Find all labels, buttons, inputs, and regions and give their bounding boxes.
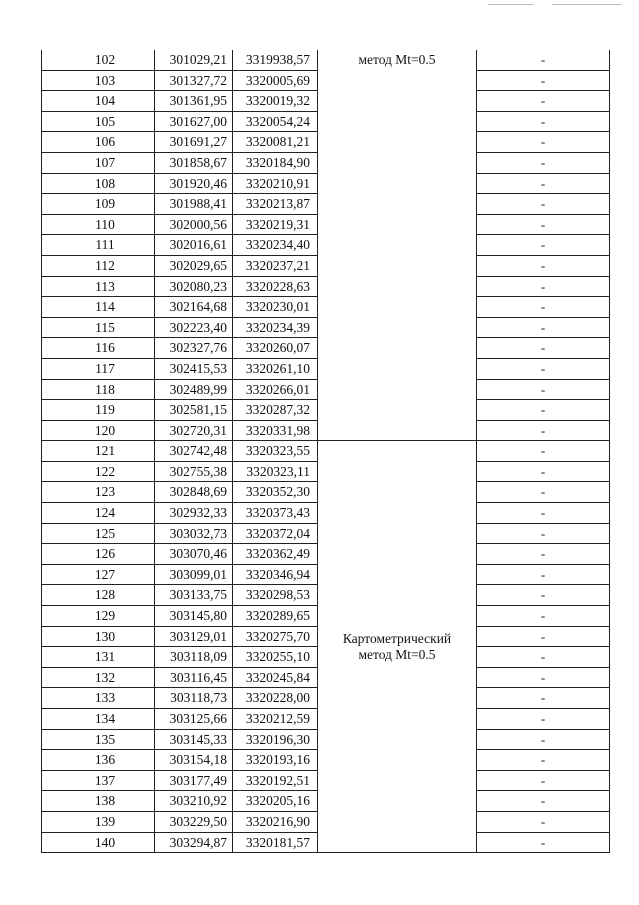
x-coordinate-cell: 303177,49 <box>155 770 233 791</box>
y-coordinate-cell: 3320373,43 <box>233 503 318 524</box>
point-number-cell: 119 <box>42 400 155 421</box>
x-coordinate-cell: 302489,99 <box>155 379 233 400</box>
point-number-cell: 116 <box>42 338 155 359</box>
method-cell <box>318 441 477 853</box>
y-coordinate-cell: 3320266,01 <box>233 379 318 400</box>
y-coordinate-cell: 3320352,30 <box>233 482 318 503</box>
note-cell: - <box>477 173 610 194</box>
point-number-cell: 131 <box>42 647 155 668</box>
method-text: метод Mt=0.5 <box>358 52 436 67</box>
scan-artifact-line <box>488 4 534 5</box>
note-cell: - <box>477 832 610 853</box>
y-coordinate-cell: 3320184,90 <box>233 152 318 173</box>
table-row <box>42 50 610 70</box>
note-cell: - <box>477 688 610 709</box>
note-cell: - <box>477 791 610 812</box>
note-cell: - <box>477 400 610 421</box>
note-cell: - <box>477 152 610 173</box>
y-coordinate-cell: 3320260,07 <box>233 338 318 359</box>
note-cell: - <box>477 91 610 112</box>
x-coordinate-cell: 302742,48 <box>155 441 233 462</box>
note-cell: - <box>477 585 610 606</box>
point-number-cell: 137 <box>42 770 155 791</box>
point-number-cell: 106 <box>42 132 155 153</box>
y-coordinate-cell: 3320019,32 <box>233 91 318 112</box>
note-cell: - <box>477 482 610 503</box>
y-coordinate-cell: 3320255,10 <box>233 647 318 668</box>
y-coordinate-cell: 3320213,87 <box>233 194 318 215</box>
coordinates-table <box>41 50 610 853</box>
point-number-cell: 120 <box>42 420 155 441</box>
note-cell: - <box>477 709 610 730</box>
y-coordinate-cell: 3320289,65 <box>233 606 318 627</box>
note-cell: - <box>477 111 610 132</box>
x-coordinate-cell: 303133,75 <box>155 585 233 606</box>
x-coordinate-cell: 301327,72 <box>155 70 233 91</box>
x-coordinate-cell: 303125,66 <box>155 709 233 730</box>
x-coordinate-cell: 302720,31 <box>155 420 233 441</box>
y-coordinate-cell: 3320193,16 <box>233 750 318 771</box>
table-row <box>42 441 610 462</box>
x-coordinate-cell: 303294,87 <box>155 832 233 853</box>
point-number-cell: 111 <box>42 235 155 256</box>
x-coordinate-cell: 301691,27 <box>155 132 233 153</box>
note-cell: - <box>477 194 610 215</box>
note-cell: - <box>477 214 610 235</box>
note-cell: - <box>477 235 610 256</box>
note-cell: - <box>477 317 610 338</box>
y-coordinate-cell: 3320054,24 <box>233 111 318 132</box>
note-cell: - <box>477 503 610 524</box>
y-coordinate-cell: 3320181,57 <box>233 832 318 853</box>
y-coordinate-cell: 3320331,98 <box>233 420 318 441</box>
x-coordinate-cell: 303210,92 <box>155 791 233 812</box>
point-number-cell: 117 <box>42 358 155 379</box>
y-coordinate-cell: 3320196,30 <box>233 729 318 750</box>
x-coordinate-cell: 302164,68 <box>155 297 233 318</box>
scan-artifact-line <box>552 4 622 5</box>
note-cell: - <box>477 729 610 750</box>
note-cell: - <box>477 50 610 70</box>
y-coordinate-cell: 3320212,59 <box>233 709 318 730</box>
y-coordinate-cell: 3320234,39 <box>233 317 318 338</box>
coordinates-table-body <box>42 50 610 853</box>
x-coordinate-cell: 302223,40 <box>155 317 233 338</box>
y-coordinate-cell: 3320323,11 <box>233 461 318 482</box>
point-number-cell: 140 <box>42 832 155 853</box>
y-coordinate-cell: 3319938,57 <box>233 50 318 70</box>
note-cell: - <box>477 338 610 359</box>
point-number-cell: 105 <box>42 111 155 132</box>
x-coordinate-cell: 302016,61 <box>155 235 233 256</box>
x-coordinate-cell: 302000,56 <box>155 214 233 235</box>
y-coordinate-cell: 3320216,90 <box>233 811 318 832</box>
x-coordinate-cell: 303070,46 <box>155 544 233 565</box>
note-cell: - <box>477 132 610 153</box>
point-number-cell: 138 <box>42 791 155 812</box>
x-coordinate-cell: 302327,76 <box>155 338 233 359</box>
x-coordinate-cell: 301920,46 <box>155 173 233 194</box>
x-coordinate-cell: 303032,73 <box>155 523 233 544</box>
x-coordinate-cell: 302755,38 <box>155 461 233 482</box>
x-coordinate-cell: 303229,50 <box>155 811 233 832</box>
note-cell: - <box>477 70 610 91</box>
x-coordinate-cell: 303118,09 <box>155 647 233 668</box>
point-number-cell: 104 <box>42 91 155 112</box>
x-coordinate-cell: 303154,18 <box>155 750 233 771</box>
point-number-cell: 130 <box>42 626 155 647</box>
note-cell: - <box>477 441 610 462</box>
method-cell <box>318 50 477 441</box>
y-coordinate-cell: 3320210,91 <box>233 173 318 194</box>
note-cell: - <box>477 523 610 544</box>
note-cell: - <box>477 750 610 771</box>
y-coordinate-cell: 3320346,94 <box>233 564 318 585</box>
point-number-cell: 139 <box>42 811 155 832</box>
x-coordinate-cell: 303145,80 <box>155 606 233 627</box>
point-number-cell: 114 <box>42 297 155 318</box>
y-coordinate-cell: 3320323,55 <box>233 441 318 462</box>
point-number-cell: 133 <box>42 688 155 709</box>
point-number-cell: 121 <box>42 441 155 462</box>
note-cell: - <box>477 564 610 585</box>
point-number-cell: 128 <box>42 585 155 606</box>
point-number-cell: 136 <box>42 750 155 771</box>
y-coordinate-cell: 3320219,31 <box>233 214 318 235</box>
point-number-cell: 125 <box>42 523 155 544</box>
point-number-cell: 109 <box>42 194 155 215</box>
note-cell: - <box>477 626 610 647</box>
point-number-cell: 122 <box>42 461 155 482</box>
y-coordinate-cell: 3320230,01 <box>233 297 318 318</box>
x-coordinate-cell: 303099,01 <box>155 564 233 585</box>
note-cell: - <box>477 770 610 791</box>
y-coordinate-cell: 3320228,00 <box>233 688 318 709</box>
method-text: метод Mt=0.5 <box>358 646 436 662</box>
point-number-cell: 129 <box>42 606 155 627</box>
point-number-cell: 134 <box>42 709 155 730</box>
y-coordinate-cell: 3320237,21 <box>233 255 318 276</box>
point-number-cell: 118 <box>42 379 155 400</box>
x-coordinate-cell: 302848,69 <box>155 482 233 503</box>
point-number-cell: 132 <box>42 667 155 688</box>
x-coordinate-cell: 301361,95 <box>155 91 233 112</box>
y-coordinate-cell: 3320362,49 <box>233 544 318 565</box>
x-coordinate-cell: 301858,67 <box>155 152 233 173</box>
point-number-cell: 112 <box>42 255 155 276</box>
note-cell: - <box>477 811 610 832</box>
x-coordinate-cell: 301988,41 <box>155 194 233 215</box>
y-coordinate-cell: 3320372,04 <box>233 523 318 544</box>
note-cell: - <box>477 544 610 565</box>
x-coordinate-cell: 302080,23 <box>155 276 233 297</box>
x-coordinate-cell: 302581,15 <box>155 400 233 421</box>
y-coordinate-cell: 3320298,53 <box>233 585 318 606</box>
y-coordinate-cell: 3320192,51 <box>233 770 318 791</box>
x-coordinate-cell: 301029,21 <box>155 50 233 70</box>
x-coordinate-cell: 303118,73 <box>155 688 233 709</box>
x-coordinate-cell: 302029,65 <box>155 255 233 276</box>
note-cell: - <box>477 276 610 297</box>
x-coordinate-cell: 302932,33 <box>155 503 233 524</box>
point-number-cell: 124 <box>42 503 155 524</box>
note-cell: - <box>477 255 610 276</box>
point-number-cell: 135 <box>42 729 155 750</box>
point-number-cell: 115 <box>42 317 155 338</box>
point-number-cell: 127 <box>42 564 155 585</box>
x-coordinate-cell: 301627,00 <box>155 111 233 132</box>
y-coordinate-cell: 3320245,84 <box>233 667 318 688</box>
y-coordinate-cell: 3320005,69 <box>233 70 318 91</box>
y-coordinate-cell: 3320234,40 <box>233 235 318 256</box>
note-cell: - <box>477 379 610 400</box>
x-coordinate-cell: 303129,01 <box>155 626 233 647</box>
y-coordinate-cell: 3320081,21 <box>233 132 318 153</box>
point-number-cell: 102 <box>42 50 155 70</box>
note-cell: - <box>477 461 610 482</box>
point-number-cell: 123 <box>42 482 155 503</box>
note-cell: - <box>477 297 610 318</box>
x-coordinate-cell: 303145,33 <box>155 729 233 750</box>
y-coordinate-cell: 3320287,32 <box>233 400 318 421</box>
x-coordinate-cell: 302415,53 <box>155 358 233 379</box>
point-number-cell: 108 <box>42 173 155 194</box>
point-number-cell: 110 <box>42 214 155 235</box>
y-coordinate-cell: 3320228,63 <box>233 276 318 297</box>
point-number-cell: 113 <box>42 276 155 297</box>
x-coordinate-cell: 303116,45 <box>155 667 233 688</box>
point-number-cell: 103 <box>42 70 155 91</box>
note-cell: - <box>477 358 610 379</box>
y-coordinate-cell: 3320275,70 <box>233 626 318 647</box>
note-cell: - <box>477 667 610 688</box>
y-coordinate-cell: 3320205,16 <box>233 791 318 812</box>
y-coordinate-cell: 3320261,10 <box>233 358 318 379</box>
point-number-cell: 107 <box>42 152 155 173</box>
note-cell: - <box>477 647 610 668</box>
note-cell: - <box>477 420 610 441</box>
point-number-cell: 126 <box>42 544 155 565</box>
method-text: Картометрический <box>342 630 452 646</box>
note-cell: - <box>477 606 610 627</box>
